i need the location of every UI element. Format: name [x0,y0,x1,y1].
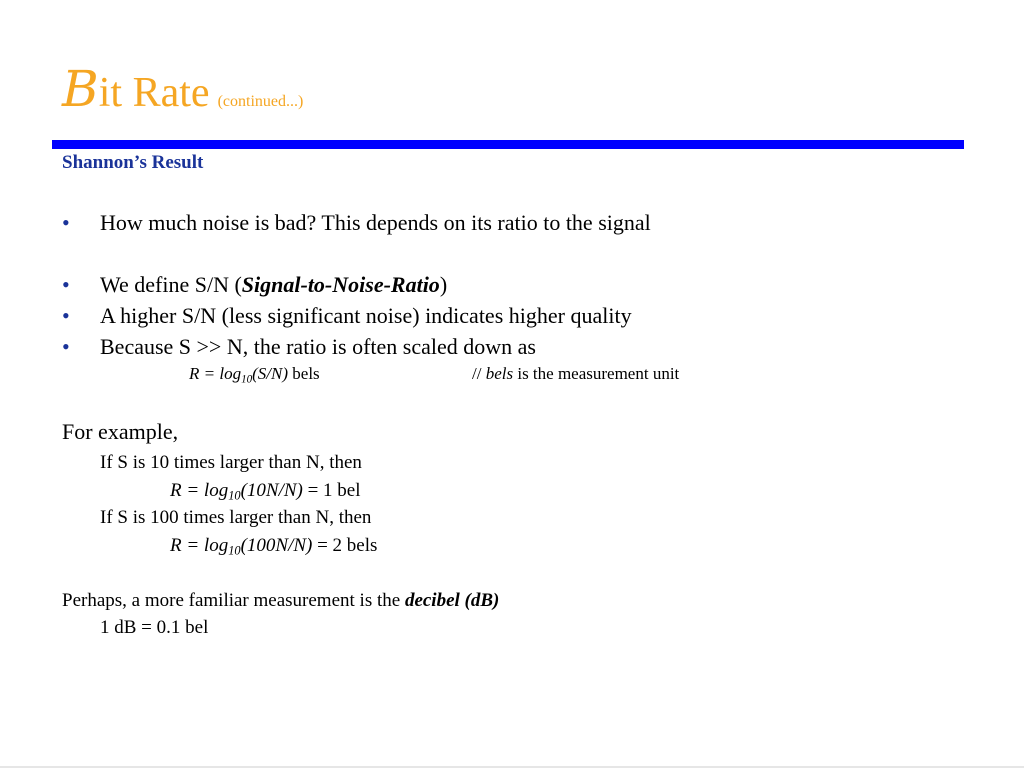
calc-argument: (10N/N) [240,480,303,501]
decibel-emphasis: decibel (dB) [404,590,500,611]
example-case-2: If S is 100 times larger than N, then [100,507,372,528]
bullet-marker: • [62,334,70,359]
formula-comment [472,364,679,384]
calc-subscript: 10 [228,488,241,503]
example-heading: For example, [62,419,179,444]
bullet-text-emphasis: Signal-to-Noise-Ratio [241,272,440,297]
formula-line [189,364,320,384]
bullet-text: How much noise is bad? This depends on its ratio to the signal [100,210,651,235]
title-rule [52,140,964,149]
formula-argument: (S/N) [252,364,289,383]
formula-lhs: R = log [189,364,242,383]
example-calc-1 [170,480,361,502]
title-initial: B [62,60,99,118]
bullet-text: A higher S/N (less significant noise) indicates higher quality [100,303,632,328]
formula-unit: bels [288,364,320,383]
bullet-marker: • [62,303,70,328]
decibel-conversion: 1 dB = 0.1 bel [100,617,209,638]
calc-lhs: R = log [170,480,229,501]
calc-subscript: 10 [228,543,241,558]
comment-emphasis: bels [485,364,514,383]
decibel-prefix: Perhaps, a more familiar measurement is the [62,590,405,611]
example-case-1: If S is 10 times larger than N, then [100,452,362,473]
section-heading: Shannon’s Result [62,152,204,173]
calc-argument: (100N/N) [240,535,313,556]
calc-result: = 2 bels [312,535,378,556]
slide-title [62,60,304,118]
calc-result: = 1 bel [302,480,361,501]
bullet-text-prefix: We define S/N ( [100,272,242,297]
decibel-sentence [62,590,499,612]
bullet-text-suffix: ) [439,272,448,297]
bullet-text [100,272,447,298]
bullet-text: Because S >> N, the ratio is often scaled down as [100,334,536,359]
comment-text: is the measurement unit [513,364,680,383]
title-continued: (continued...) [217,93,304,110]
bullet-marker: • [62,210,70,235]
calc-lhs: R = log [170,535,229,556]
example-calc-2 [170,535,377,557]
title-text: it Rate [98,70,210,116]
comment-slashes: // [472,364,486,383]
bullet-marker: • [62,272,70,297]
formula-subscript: 10 [241,373,253,386]
